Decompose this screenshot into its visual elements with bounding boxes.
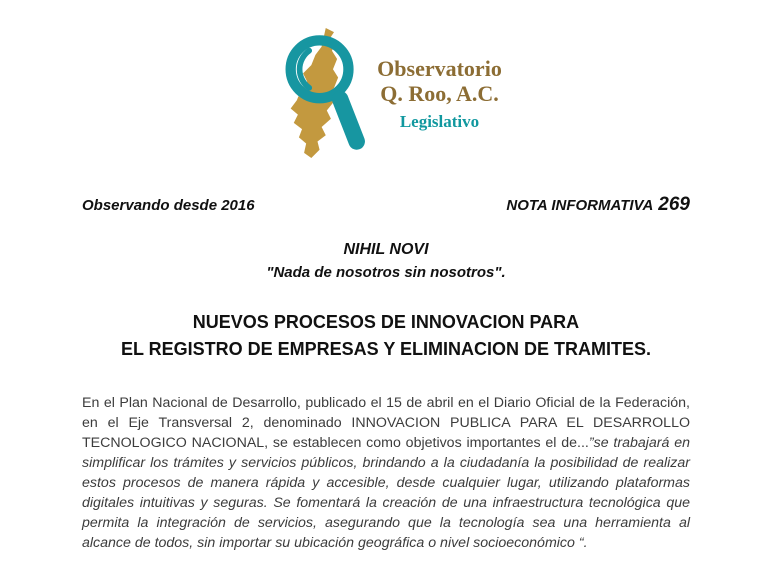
magnifier-handle bbox=[340, 99, 357, 141]
motto-block bbox=[82, 240, 690, 282]
logo-text bbox=[377, 56, 502, 131]
nota-informativa-number: 269 bbox=[658, 194, 690, 215]
motto-latin: NIHIL NOVI bbox=[343, 241, 429, 258]
meta-row bbox=[82, 194, 690, 216]
document-title-line2: EL REGISTRO DE EMPRESAS Y ELIMINACION DE TRAMITES. bbox=[120, 339, 652, 359]
logo-subtitle: Legislativo bbox=[399, 111, 480, 131]
document-title bbox=[82, 309, 690, 363]
nota-informativa-label: NOTA INFORMATIVA bbox=[506, 197, 654, 214]
motto-quote: "Nada de nosotros sin nosotros". bbox=[266, 264, 506, 281]
logo-title-line2: Q. Roo, A.C. bbox=[380, 80, 499, 106]
body-quote-italic-text: ”se trabajará en simplificar los trámites y servicios públicos, brindando a la ciudadanía la posibilidad de realizar estos procesos de manera rápida y accesible, desde cualquier lugar, utilizando plataformas digitales intuitivas y seguras. Se fomentará la creación de una infraestructura tecnológica que permita la integración de servicios, asegurando que la tecnología sea una herramienta al alcance de todos, sin importar su ubicación geográfica o nivel socioeconómico “. bbox=[82, 435, 690, 551]
document-title-line1: NUEVOS PROCESOS DE INNOVACION PARA bbox=[192, 312, 580, 332]
logo bbox=[82, 0, 690, 158]
nota-informativa bbox=[506, 194, 690, 216]
body-paragraph bbox=[82, 393, 690, 553]
logo-title-line1: Observatorio bbox=[377, 55, 502, 81]
logo-magnifier-map-icon bbox=[270, 28, 365, 158]
body-intro-text: En el Plan Nacional de Desarrollo, publicado el 15 de abril en el Diario Oficial de la Federación, en el Eje Transversal 2, denominado INNOVACION PUBLICA PARA EL DESARROLLO TECNOLOGICO NACIONAL, se establecen como objetivos importantes el de... bbox=[82, 395, 690, 451]
observing-since-label: Observando desde 2016 bbox=[82, 197, 255, 214]
